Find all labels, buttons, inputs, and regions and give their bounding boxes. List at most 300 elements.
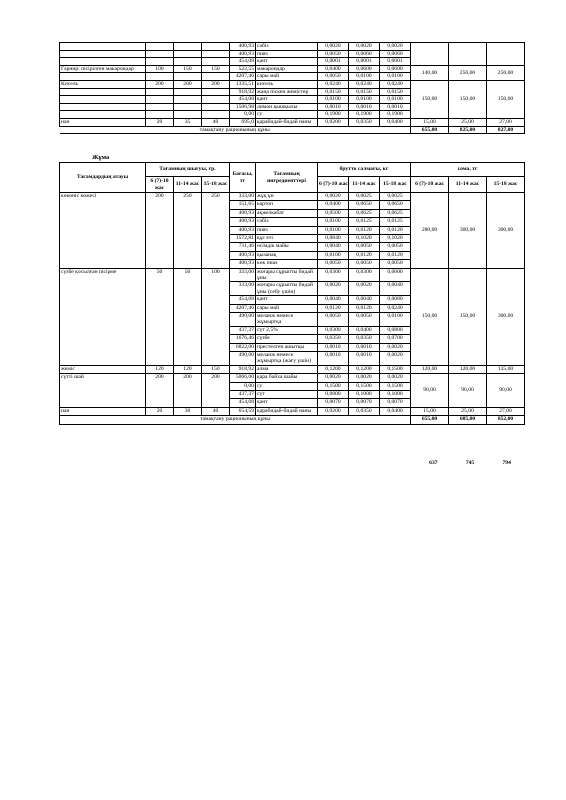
portion-age3 — [202, 43, 230, 51]
brutto-age1: 0,0120 — [318, 304, 349, 312]
brutto-age2: 0,0600 — [349, 65, 380, 73]
brutto-age1: 0,0150 — [318, 88, 349, 96]
dish-name: нан — [60, 118, 146, 126]
portion-age3 — [202, 58, 230, 66]
price: 918,92 — [230, 88, 256, 96]
price: 400,93 — [230, 260, 256, 268]
brutto-age1: 0,0400 — [318, 201, 349, 209]
table-row — [60, 268, 525, 282]
cost-age2 — [449, 43, 487, 66]
total-age3: 852,00 — [487, 416, 525, 424]
brutto-age2: 0,0350 — [349, 407, 380, 415]
dish-name: сүзбе қосылған пісірме — [60, 268, 146, 365]
cost-age1: 140,00 — [411, 65, 449, 80]
cost-age3: 300,00 — [487, 268, 525, 365]
price: 522,55 — [230, 65, 256, 73]
ingredient: меланж немесе жұмыртқа — [256, 312, 318, 326]
brutto-age3: 0,0800 — [380, 326, 411, 334]
brutto-age2: 0,0120 — [349, 251, 380, 259]
extra-total-age1: 637 — [429, 460, 438, 466]
ingredient: жоғары сұрыпты бидай ұны — [256, 268, 318, 282]
table-row — [60, 65, 525, 73]
portion-age2: 120 — [174, 365, 202, 373]
ingredient: су — [256, 111, 318, 119]
brutto-age2: 0,0020 — [349, 282, 380, 296]
dish-name: Гарнир: пісірілген макарондар — [60, 65, 146, 73]
price: 151,65 — [230, 201, 256, 209]
header-portion-age2: 11-14 жас — [174, 177, 202, 193]
brutto-age3: 0,0040 — [380, 282, 411, 296]
brutto-age3: 0,0625 — [380, 209, 411, 217]
price: 400,93 — [230, 50, 256, 58]
brutto-age3: 0,0240 — [380, 80, 411, 88]
dish-name — [60, 103, 146, 111]
brutto-age2: 0,1900 — [349, 111, 380, 119]
ingredient: қант — [256, 296, 318, 304]
brutto-age1: 0,0240 — [318, 80, 349, 88]
price: 4207,46 — [230, 73, 256, 81]
cost-age2: 120,00 — [449, 365, 487, 373]
dish-name: көкөніс көжесі — [60, 193, 146, 269]
cost-age1 — [411, 43, 449, 66]
header-cost-age2: 11-14 жас — [449, 177, 487, 193]
price: 454,08 — [230, 399, 256, 407]
extra-total-age2: 745 — [465, 460, 475, 466]
brutto-age2: 0,0020 — [349, 374, 380, 382]
brutto-age2: 0,0040 — [349, 296, 380, 304]
table-row — [60, 193, 525, 201]
portion-age1: 200 — [146, 193, 174, 269]
ingredient: қант — [256, 58, 318, 66]
brutto-age2: 0,0240 — [349, 80, 380, 88]
ingredient: жаңа піскен жемістер — [256, 88, 318, 96]
total-row — [60, 126, 525, 134]
table-row — [60, 118, 525, 126]
portion-age2 — [174, 96, 202, 104]
cost-age3: 300,00 — [487, 193, 525, 269]
price: 333,00 — [230, 282, 256, 296]
ingredient: сүт — [256, 391, 318, 399]
cost-age1: 90,00 — [411, 374, 449, 408]
portion-age2 — [174, 58, 202, 66]
brutto-age2: 0,0001 — [349, 58, 380, 66]
brutto-age1: 0,0020 — [318, 374, 349, 382]
brutto-age3: 0,0400 — [380, 118, 411, 126]
brutto-age2: 0,0050 — [349, 243, 380, 251]
dish-name: сүтті шай — [60, 374, 146, 408]
portion-age2 — [174, 88, 202, 96]
brutto-age2: 0,0650 — [349, 201, 380, 209]
ingredient: құс еті — [256, 234, 318, 242]
portion-age3: 250 — [202, 193, 230, 269]
price: 333,00 — [230, 193, 256, 201]
brutto-age2: 0,1000 — [349, 391, 380, 399]
table-row — [60, 80, 525, 88]
brutto-age2: 0,0125 — [349, 218, 380, 226]
brutto-age3: 0,0020 — [380, 352, 411, 366]
portion-age2 — [174, 103, 202, 111]
header-portion-age3: 15-18 жас — [202, 177, 230, 193]
price: 490,00 — [230, 352, 256, 366]
dish-name — [60, 43, 146, 51]
ingredient: пияз — [256, 226, 318, 234]
price: 400,93 — [230, 43, 256, 51]
ingredient: өсімдік майы — [256, 243, 318, 251]
header-brutto-age2: 11-14 жас — [349, 177, 380, 193]
brutto-age3: 0,0120 — [380, 226, 411, 234]
brutto-age2: 0,0100 — [349, 73, 380, 81]
table-row — [60, 365, 525, 373]
cost-age3: 135,00 — [487, 365, 525, 373]
portion-age1: 100 — [146, 65, 174, 73]
ingredient: лимон қышқылы — [256, 103, 318, 111]
brutto-age1: 0,0100 — [318, 251, 349, 259]
portion-age1 — [146, 103, 174, 111]
ingredient: алма — [256, 365, 318, 373]
cost-age3: 27,00 — [487, 118, 525, 126]
portion-age2 — [174, 50, 202, 58]
cost-age1: 280,00 — [411, 193, 449, 269]
brutto-age1: 0,0020 — [318, 282, 349, 296]
brutto-age1: 0,0400 — [318, 65, 349, 73]
brutto-age3: 0,1500 — [380, 382, 411, 390]
brutto-age1: 0,0200 — [318, 407, 349, 415]
brutto-age3: 0,1020 — [380, 234, 411, 242]
table-row — [60, 407, 525, 415]
portion-age1: 20 — [146, 118, 174, 126]
brutto-age3: 0,0240 — [380, 304, 411, 312]
portion-age2: 30 — [174, 407, 202, 415]
dish-name — [60, 88, 146, 96]
day-title: Жұма — [92, 154, 110, 161]
brutto-age2: 0,0625 — [349, 209, 380, 217]
cost-age2: 150,00 — [449, 80, 487, 118]
price: 695,0 — [230, 118, 256, 126]
price: 5066,00 — [230, 374, 256, 382]
ingredient: сары май — [256, 73, 318, 81]
brutto-age2: 0,0010 — [349, 343, 380, 351]
brutto-age3: 0,0001 — [380, 58, 411, 66]
total-age1: 655,00 — [411, 126, 449, 134]
price: 400,93 — [230, 218, 256, 226]
brutto-age2: 0,0025 — [349, 193, 380, 201]
brutto-age1: 0,0050 — [318, 50, 349, 58]
price: 1335,51 — [230, 80, 256, 88]
brutto-age3: 0,0400 — [380, 407, 411, 415]
header-dish-name: Тағамдардың атауы — [60, 163, 146, 193]
ingredient: макарондар — [256, 65, 318, 73]
brutto-age2: 0,0020 — [349, 43, 380, 51]
table-row — [60, 374, 525, 382]
dish-name — [60, 58, 146, 66]
dish-name: Кисель — [60, 80, 146, 88]
cost-age3: 27,00 — [487, 407, 525, 415]
ingredient: жоғары сұрыпты бидай ұны (себу үшін) — [256, 282, 318, 296]
brutto-age1: 0,0040 — [318, 296, 349, 304]
price: 454,08 — [230, 96, 256, 104]
header-brutto-age1: 6 (7)-10 жас — [318, 177, 349, 193]
brutto-age1: 0,0840 — [318, 234, 349, 242]
ingredient: көк пиаз — [256, 260, 318, 268]
brutto-age1: 0,0100 — [318, 96, 349, 104]
brutto-age1: 0,0010 — [318, 103, 349, 111]
cost-age1: 15,00 — [411, 118, 449, 126]
cost-age2: 150,00 — [449, 268, 487, 365]
brutto-age3: 0,1000 — [380, 391, 411, 399]
portion-age1 — [146, 73, 174, 81]
brutto-age3: 0,0060 — [380, 50, 411, 58]
brutto-age2: 0,0100 — [349, 96, 380, 104]
portion-age3: 150 — [202, 365, 230, 373]
price: 918,92 — [230, 365, 256, 373]
header-cost-age1: 6 (7)-10 жас — [411, 177, 449, 193]
total-label: тамақтану рационының құны — [60, 126, 411, 134]
top-menu-table — [59, 42, 525, 134]
portion-age2: 35 — [174, 118, 202, 126]
brutto-age1: 0,0050 — [318, 73, 349, 81]
brutto-age3: 0,0020 — [380, 343, 411, 351]
brutto-age3: 0,1900 — [380, 111, 411, 119]
extra-total-age3: 794 — [502, 460, 511, 466]
cost-age1: 150,00 — [411, 80, 449, 118]
ingredient: сүзбе — [256, 335, 318, 343]
brutto-age3: 0,0100 — [380, 96, 411, 104]
portion-age2: 200 — [174, 374, 202, 408]
portion-age3 — [202, 103, 230, 111]
brutto-age1: 0,1500 — [318, 382, 349, 390]
total-age1: 655,00 — [411, 416, 449, 424]
portion-age2 — [174, 111, 202, 119]
cost-age3: 250,00 — [487, 65, 525, 80]
cost-age2: 250,00 — [449, 65, 487, 80]
cost-age2: 25,00 — [449, 407, 487, 415]
ingredient: су — [256, 382, 318, 390]
header-ingredients: Тағамның ингредиенттері — [256, 163, 318, 193]
brutto-age3: 0,0080 — [380, 296, 411, 304]
price: 437,37 — [230, 326, 256, 334]
dish-name — [60, 73, 146, 81]
portion-age3: 40 — [202, 407, 230, 415]
brutto-age3: 0,0050 — [380, 243, 411, 251]
brutto-age2: 0,0010 — [349, 103, 380, 111]
price: 454,08 — [230, 296, 256, 304]
ingredient: меланж немесе жұмыртқа (жағу үшін) — [256, 352, 318, 366]
total-age2: 685,00 — [449, 416, 487, 424]
ingredient: қара байха шайы — [256, 374, 318, 382]
brutto-age2: 0,0050 — [349, 312, 380, 326]
price: 400,93 — [230, 251, 256, 259]
brutto-age3: 0,0100 — [380, 73, 411, 81]
brutto-age3: 0,0050 — [380, 260, 411, 268]
brutto-age1: 0,0020 — [318, 193, 349, 201]
price: 437,37 — [230, 391, 256, 399]
portion-age1: 50 — [146, 268, 174, 365]
portion-age3: 40 — [202, 118, 230, 126]
brutto-age3: 0,0650 — [380, 201, 411, 209]
cost-age3: 150,00 — [487, 80, 525, 118]
brutto-age3: 0,0700 — [380, 335, 411, 343]
ingredient: престелген ашытқы — [256, 343, 318, 351]
brutto-age1: 0,0001 — [318, 58, 349, 66]
brutto-age1: 0,0350 — [318, 335, 349, 343]
ingredient: сәбіз — [256, 43, 318, 51]
brutto-age2: 0,1500 — [349, 382, 380, 390]
brutto-age2: 0,0150 — [349, 88, 380, 96]
header-cost-age3: 15-18 жас — [487, 177, 525, 193]
portion-age3 — [202, 111, 230, 119]
portion-age1 — [146, 88, 174, 96]
extra-totals — [415, 460, 525, 466]
brutto-age1: 0,0040 — [318, 243, 349, 251]
brutto-age3: 0,1500 — [380, 365, 411, 373]
brutto-age2: 0,0010 — [349, 352, 380, 366]
brutto-age2: 0,0400 — [349, 326, 380, 334]
ingredient: ақжелкабат — [256, 209, 318, 217]
brutto-age2: 0,1200 — [349, 365, 380, 373]
portion-age1: 200 — [146, 374, 174, 408]
ingredient: қант — [256, 96, 318, 104]
portion-age1 — [146, 111, 174, 119]
header-brutto: брутто салмағы, кг — [318, 163, 411, 177]
total-row — [60, 416, 525, 424]
dish-name — [60, 50, 146, 58]
portion-age1: 20 — [146, 407, 174, 415]
header-brutto-age3: 15-18 жас — [380, 177, 411, 193]
ingredient: жұқ ұн — [256, 193, 318, 201]
brutto-age2: 0,0350 — [349, 335, 380, 343]
dish-name — [60, 111, 146, 119]
portion-age1 — [146, 96, 174, 104]
portion-age3 — [202, 50, 230, 58]
brutto-age1: 0,0010 — [318, 352, 349, 366]
price: 4207,46 — [230, 304, 256, 312]
ingredient: қарабидай-бидай наны — [256, 407, 318, 415]
brutto-age2: 0,1020 — [349, 234, 380, 242]
price: 454,08 — [230, 58, 256, 66]
portion-age2 — [174, 43, 202, 51]
price: 1506,98 — [230, 103, 256, 111]
price: 490,00 — [230, 312, 256, 326]
portion-age1 — [146, 43, 174, 51]
cost-age3: 90,00 — [487, 374, 525, 408]
price: 0,00 — [230, 111, 256, 119]
brutto-age2: 0,0050 — [349, 260, 380, 268]
portion-age3 — [202, 96, 230, 104]
cost-age3 — [487, 43, 525, 66]
brutto-age3: 0,0150 — [380, 88, 411, 96]
portion-age3 — [202, 73, 230, 81]
brutto-age1: 0,0020 — [318, 43, 349, 51]
portion-age1 — [146, 50, 174, 58]
ingredient: қызанақ — [256, 251, 318, 259]
portion-age3: 200 — [202, 80, 230, 88]
brutto-age2: 0,0120 — [349, 304, 380, 312]
cost-age1: 120,00 — [411, 365, 449, 373]
brutto-age1: 0,0300 — [318, 326, 349, 334]
portion-age2: 250 — [174, 193, 202, 269]
ingredient: қант — [256, 399, 318, 407]
brutto-age1: 0,0300 — [318, 268, 349, 282]
price: 0,00 — [230, 382, 256, 390]
table-row — [60, 43, 525, 51]
price: 654,59 — [230, 407, 256, 415]
brutto-age1: 0,0070 — [318, 399, 349, 407]
ingredient: картоп — [256, 201, 318, 209]
brutto-age2: 0,0350 — [349, 118, 380, 126]
brutto-age1: 0,1900 — [318, 111, 349, 119]
brutto-age2: 0,0070 — [349, 399, 380, 407]
brutto-age2: 0,0060 — [349, 50, 380, 58]
dish-name — [60, 96, 146, 104]
price: 711,46 — [230, 243, 256, 251]
brutto-age3: 0,0025 — [380, 193, 411, 201]
brutto-age3: 0,0010 — [380, 103, 411, 111]
brutto-age1: 0,1200 — [318, 365, 349, 373]
price: 333,00 — [230, 268, 256, 282]
portion-age3: 100 — [202, 268, 230, 365]
price: 6822,00 — [230, 343, 256, 351]
header-price: Бағасы, тг — [230, 163, 256, 193]
header-cost: сома, тг — [411, 163, 525, 177]
brutto-age3: 0,0070 — [380, 399, 411, 407]
ingredient: кисель — [256, 80, 318, 88]
brutto-age1: 0,0800 — [318, 391, 349, 399]
brutto-age1: 0,0200 — [318, 118, 349, 126]
portion-age3: 200 — [202, 374, 230, 408]
brutto-age3: 0,0100 — [380, 312, 411, 326]
portion-age3 — [202, 88, 230, 96]
brutto-age1: 0,0050 — [318, 312, 349, 326]
header-portion-age1: 6 (7)-10 жас — [146, 177, 174, 193]
portion-age2: 200 — [174, 80, 202, 88]
cost-age1: 15,00 — [411, 407, 449, 415]
price: 400,93 — [230, 226, 256, 234]
brutto-age3: 0,0020 — [380, 43, 411, 51]
dish-name: нан — [60, 407, 146, 415]
ingredient: қарабидай-бидай наны — [256, 118, 318, 126]
brutto-age1: 0,0050 — [318, 260, 349, 268]
price: 1676,46 — [230, 335, 256, 343]
brutto-age3: 0,0020 — [380, 374, 411, 382]
cost-age1: 150,00 — [411, 268, 449, 365]
portion-age1 — [146, 58, 174, 66]
cost-age2: 300,00 — [449, 193, 487, 269]
ingredient: сәбіз — [256, 218, 318, 226]
brutto-age3: 0,0125 — [380, 218, 411, 226]
brutto-age3: 0,0600 — [380, 65, 411, 73]
portion-age1: 200 — [146, 80, 174, 88]
dish-name: жеміс — [60, 365, 146, 373]
portion-age2: 50 — [174, 268, 202, 365]
ingredient: сары май — [256, 304, 318, 312]
portion-age3: 150 — [202, 65, 230, 73]
portion-age1: 120 — [146, 365, 174, 373]
brutto-age2: 0,0120 — [349, 226, 380, 234]
portion-age2: 150 — [174, 65, 202, 73]
brutto-age3: 0,0120 — [380, 251, 411, 259]
cost-age2: 25,00 — [449, 118, 487, 126]
brutto-age1: 0,0100 — [318, 226, 349, 234]
total-age3: 827,00 — [487, 126, 525, 134]
price: 1572,81 — [230, 234, 256, 242]
cost-age2: 90,00 — [449, 374, 487, 408]
brutto-age3: 0,0600 — [380, 268, 411, 282]
ingredient: сүт 2,5% — [256, 326, 318, 334]
brutto-age1: 0,0010 — [318, 343, 349, 351]
total-age2: 825,00 — [449, 126, 487, 134]
brutto-age1: 0,0100 — [318, 218, 349, 226]
header-portion: Тағамның шығуы, гр. — [146, 163, 230, 177]
